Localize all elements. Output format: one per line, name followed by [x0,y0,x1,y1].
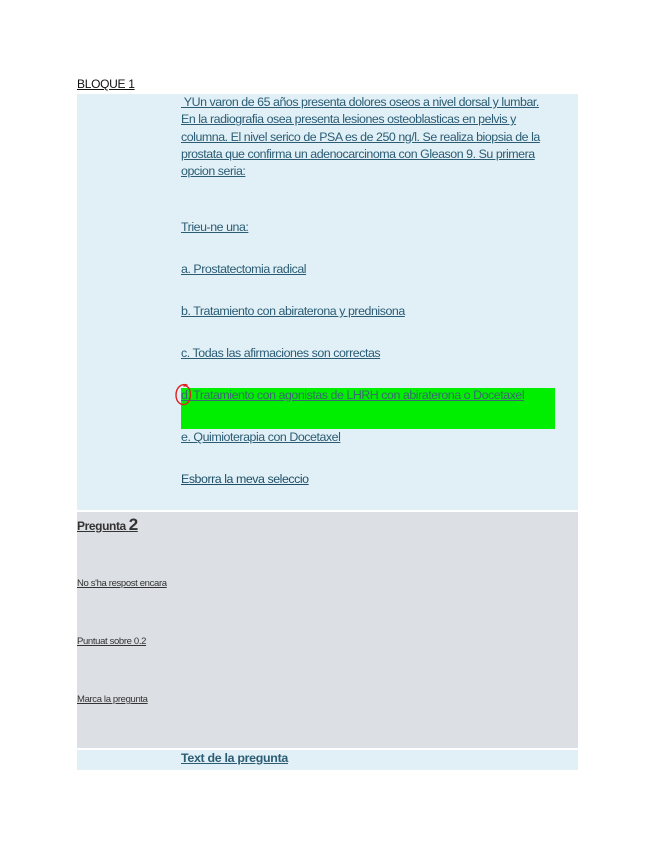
option-d[interactable]: d. Tratamiento con agonistas de LHRH con abiraterona o Docetaxel [181,388,525,402]
option-b[interactable]: b. Tratamiento con abiraterona y prednisona [181,304,405,318]
question-line: YUn varon de 65 años presenta dolores oseos a nivel dorsal y lumbar. [181,95,539,109]
question-number-label: Pregunta [77,519,126,533]
question-info-panel [77,512,578,748]
option-c[interactable]: c. Todas las afirmaciones son correctas [181,346,381,360]
question-text [181,94,573,180]
question-line: opcion seria: [181,164,246,179]
answer-status: No s'ha respost encara [77,578,167,589]
option-a[interactable]: a. Prostatectomia radical [181,262,307,276]
flag-question-link[interactable]: Marca la pregunta [77,694,148,705]
answer-prompt: Trieu-ne una: [181,220,249,234]
question-number [77,515,138,535]
question-line: En la radiografia osea presenta lesiones osteoblasticas en pelvis y [181,112,516,127]
score-info: Puntuat sobre 0.2 [77,636,147,647]
question-line: columna. El nivel serico de PSA es de 250 ng/l. Se realiza biopsia de la [181,129,540,144]
handwritten-circle-icon [173,382,195,408]
next-question-panel [77,750,578,770]
question-number-value: 2 [128,515,138,534]
clear-selection-link[interactable]: Esborra la meva seleccio [181,472,309,486]
question-line: prostata que confirma un adenocarcinoma con Gleason 9. Su primera [181,146,535,161]
question-panel [77,94,578,510]
option-e[interactable]: e. Quimioterapia con Docetaxel [181,430,341,444]
block-title: BLOQUE 1 [77,77,135,91]
question-text-heading: Text de la pregunta [181,751,288,765]
